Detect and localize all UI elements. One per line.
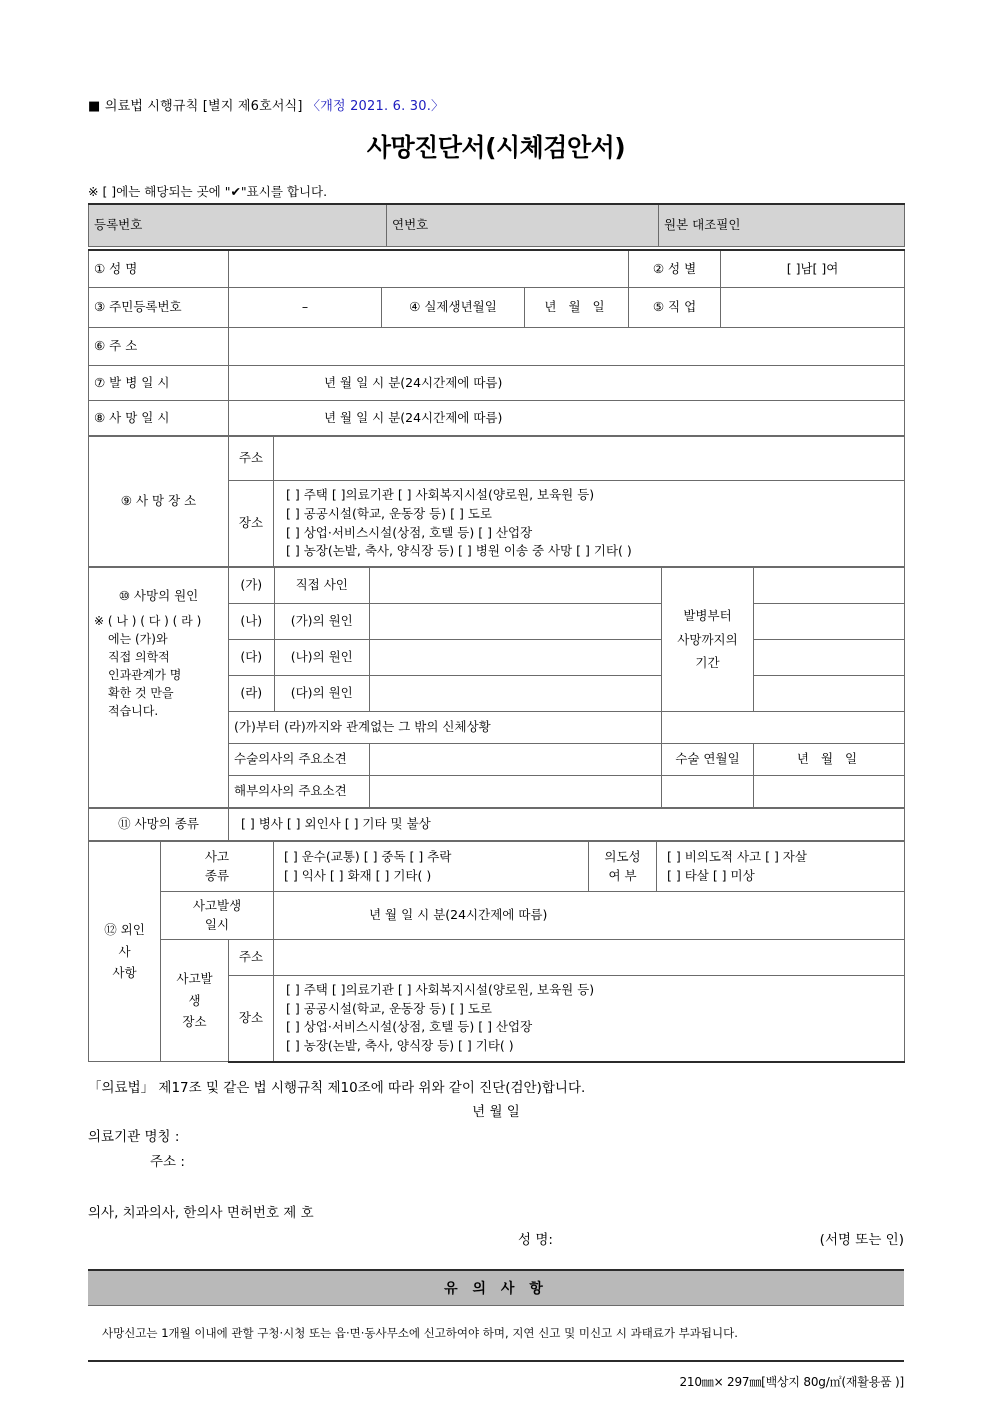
form-reference-line <box>88 0 904 114</box>
signature-line <box>88 1228 904 1253</box>
place-option-row[interactable]: [ ] 농장(논밭, 축사, 양식장 등) [ ] 병원 이송 중 사망 [ ] 기타( ) <box>286 543 632 559</box>
sidenote-line <box>94 630 223 648</box>
table-row <box>89 288 905 328</box>
duration-value-d[interactable] <box>754 676 905 712</box>
sidenote-text: 인과관계가 명 <box>108 667 182 682</box>
autopsy-extra-cell-2[interactable] <box>754 776 905 808</box>
statement-gap <box>88 1175 904 1201</box>
onset-datetime-label: ⑦ 발 병 일 시 <box>89 366 229 401</box>
sidenote-line <box>94 612 223 630</box>
duration-line: 발병부터 <box>683 607 732 623</box>
notice-body: 사망신고는 1개월 이내에 관할 구청·시청 또는 읍·면·동사무소에 신고하여야 하며, 지연 신고 및 미신고 시 과태료가 부과됩니다. <box>88 1306 904 1362</box>
rrn-value-field[interactable]: – <box>229 288 382 328</box>
page-title: 사망진단서(시체검안서) <box>366 133 626 162</box>
certification-statement <box>88 1076 904 1254</box>
checkbox-instruction: ※ [ ]에는 해당되는 곳에 "✔"표시를 합니다. <box>88 184 328 199</box>
accident-type-row[interactable]: [ ] 운수(교통) [ ] 중독 [ ] 추락 <box>284 848 452 864</box>
revision-date: 〈개정 2021. 6. 30.〉 <box>307 99 445 114</box>
address-label: ⑥ 주 소 <box>89 328 229 366</box>
external-cause-label-line: 사 <box>118 943 131 959</box>
cause-of-death-label-block <box>94 587 223 720</box>
registration-number-cell[interactable]: 등록번호 <box>89 204 387 246</box>
place-of-death-options[interactable] <box>274 481 905 567</box>
cause-of-death-sidenote <box>89 568 229 808</box>
cause-tag-c: (다) <box>229 640 274 675</box>
accident-type-row[interactable]: [ ] 익사 [ ] 화재 [ ] 기타( ) <box>284 867 432 883</box>
sidenote-text: 적습니다. <box>108 703 159 718</box>
accident-type-label-line: 사고 <box>204 848 230 864</box>
job-label: ⑤ 직 업 <box>629 288 721 328</box>
accident-place-label-line: 생 <box>188 992 201 1008</box>
cause-row-header-d <box>229 676 370 712</box>
external-cause-table <box>88 841 905 1063</box>
accident-place-label-line: 사고발 <box>176 970 213 986</box>
form-content <box>88 0 904 1390</box>
intent-options[interactable] <box>657 842 905 892</box>
manner-of-death-options[interactable]: [ ] 병사 [ ] 외인사 [ ] 기타 및 불상 <box>229 809 905 841</box>
cause-desc-d: (다)의 원인 <box>290 685 353 701</box>
sidenote-line <box>94 666 223 684</box>
sex-label: ② 성 별 <box>629 250 721 288</box>
place-option-row[interactable]: [ ] 상업·서비스시설(상점, 호텔 등) [ ] 산업장 <box>286 524 533 540</box>
place-of-death-address-field[interactable] <box>274 437 905 481</box>
sidenote-line <box>94 648 223 666</box>
place-of-death-address-label: 주소 <box>229 437 274 481</box>
cause-row-header-a <box>229 568 370 604</box>
cause-tag-b: (나) <box>229 604 274 639</box>
accident-address-field[interactable] <box>274 940 905 976</box>
serial-number-cell[interactable]: 연번호 <box>387 204 659 246</box>
notice-heading: 유 의 사 항 <box>88 1269 904 1306</box>
sex-options[interactable]: [ ]남[ ]여 <box>721 250 905 288</box>
accident-datetime-label <box>161 892 274 940</box>
rrn-label: ③ 주민등록번호 <box>89 288 229 328</box>
accident-type-label-line: 종류 <box>204 867 230 883</box>
cause-value-d[interactable] <box>370 676 662 712</box>
sidenote-text: 에는 (가)와 <box>108 631 168 646</box>
table-row <box>89 204 905 246</box>
autopsy-extra-cell-1[interactable] <box>662 776 754 808</box>
surgeon-opinion-label: 수술의사의 주요소견 <box>229 744 370 776</box>
accident-datetime-value[interactable]: 년 월 일 시 분(24시간제에 따름) <box>274 892 905 940</box>
place-of-death-table <box>88 436 905 567</box>
accident-place-row[interactable]: [ ] 주택 [ ]의료기관 [ ] 사회복지시설(양로원, 보육원 등) <box>286 981 595 997</box>
job-value-field[interactable] <box>721 288 905 328</box>
cause-desc-a: 직접 사인 <box>295 577 348 593</box>
table-row <box>89 940 905 976</box>
table-row <box>89 366 905 401</box>
surgeon-opinion-field[interactable] <box>370 744 662 776</box>
external-cause-label-line: ⑫ 외인 <box>104 921 145 937</box>
cause-value-a[interactable] <box>370 568 662 604</box>
onset-datetime-value[interactable]: 년 월 일 시 분(24시간제에 따름) <box>229 366 905 401</box>
sidenote-line <box>94 684 223 702</box>
intent-label-line: 여 부 <box>608 867 637 883</box>
accident-address-label: 주소 <box>229 940 274 976</box>
duration-value-c[interactable] <box>754 640 905 676</box>
accident-place-row[interactable]: [ ] 상업·서비스시설(상점, 호텔 등) [ ] 산업장 <box>286 1019 533 1035</box>
address-value-field[interactable] <box>229 328 905 366</box>
accident-place-options[interactable] <box>274 976 905 1062</box>
intent-option-row[interactable]: [ ] 비의도적 사고 [ ] 자살 <box>667 848 807 864</box>
accident-place-label-line: 장소 <box>182 1014 207 1030</box>
place-option-row[interactable]: [ ] 공공시설(학교, 운동장 등) [ ] 도로 <box>286 505 492 521</box>
place-of-death-place-label: 장소 <box>229 481 274 567</box>
cause-desc-c: (나)의 원인 <box>290 649 353 665</box>
original-seal-cell[interactable]: 원본 대조필인 <box>659 204 905 246</box>
table-row <box>89 892 905 940</box>
duration-line: 기간 <box>695 655 720 671</box>
cause-of-death-table <box>88 567 905 808</box>
death-datetime-label: ⑧ 사 망 일 시 <box>89 401 229 436</box>
accident-place-sublabel: 장소 <box>229 976 274 1062</box>
manner-of-death-label: ⑪ 사망의 종류 <box>89 809 229 841</box>
cause-row-header-c <box>229 640 370 676</box>
table-row <box>89 842 905 892</box>
surgery-date-label: 수술 연월일 <box>662 744 754 776</box>
legal-basis-text: 「의료법」 제17조 및 같은 법 시행규칙 제10조에 따라 위와 같이 진단(검안)합니다. <box>88 1079 586 1096</box>
table-row <box>89 401 905 436</box>
autopsy-opinion-field[interactable] <box>370 776 662 808</box>
cause-tag-d: (라) <box>229 676 274 711</box>
institution-name-line[interactable]: 의료기관 명칭 : <box>88 1129 180 1146</box>
cause-value-b[interactable] <box>370 604 662 640</box>
registration-header-table <box>88 203 905 247</box>
identity-table <box>88 249 905 437</box>
cause-tag-a: (가) <box>229 568 274 603</box>
table-row <box>89 568 905 604</box>
cause-of-death-label: ⑩ 사망의 원인 <box>118 588 199 603</box>
other-condition-label: (가)부터 (라)까지와 관계없는 그 밖의 신체상황 <box>229 712 662 744</box>
external-cause-label <box>89 842 161 1062</box>
intent-label-line: 의도성 <box>604 848 641 864</box>
duration-line: 사망까지의 <box>677 631 738 647</box>
sidenote-text: 확한 것 만을 <box>108 685 174 700</box>
table-row <box>89 437 905 481</box>
table-row <box>89 809 905 841</box>
birth-date-value[interactable]: 년 월 일 <box>525 288 629 328</box>
surgery-date-value[interactable]: 년 월 일 <box>754 744 905 776</box>
certification-date-line[interactable]: 년 월 일 <box>472 1104 520 1121</box>
sidenote-text: 직접 의학적 <box>108 649 170 664</box>
cause-value-c[interactable] <box>370 640 662 676</box>
license-number-line[interactable]: 의사, 치과의사, 한의사 면허번호 제 호 <box>88 1205 314 1222</box>
accident-place-row[interactable]: [ ] 공공시설(학교, 운동장 등) [ ] 도로 <box>286 1000 492 1016</box>
institution-address-line[interactable]: 주소 : <box>150 1154 185 1171</box>
manner-of-death-table <box>88 808 905 841</box>
duration-label <box>662 568 754 712</box>
autopsy-opinion-label: 해부의사의 주요소견 <box>229 776 370 808</box>
accident-type-options[interactable] <box>274 842 589 892</box>
accident-type-label <box>161 842 274 892</box>
paper-spec: 210㎜× 297㎜[백상지 80g/㎡(재활용품 )] <box>679 1375 904 1390</box>
external-cause-label-line: 사항 <box>112 965 137 981</box>
table-row <box>89 328 905 366</box>
cause-row-header-b <box>229 604 370 640</box>
duration-value-b[interactable] <box>754 604 905 640</box>
cause-desc-b: (가)의 원인 <box>290 613 353 629</box>
place-option-row[interactable]: [ ] 주택 [ ]의료기관 [ ] 사회복지시설(양로원, 보육원 등) <box>286 487 595 502</box>
signature-note: (서명 또는 인) <box>819 1232 904 1249</box>
name-label: ① 성 명 <box>89 250 229 288</box>
form-reference: ■ 의료법 시행규칙 [별지 제6호서식] <box>88 99 303 114</box>
name-value-field[interactable] <box>229 250 629 288</box>
accident-place-row[interactable]: [ ] 농장(논밭, 축사, 양식장 등) [ ] 기타( ) <box>286 1038 514 1053</box>
sidenote-text: ※ ( 나 ) ( 다 ) ( 라 ) <box>94 613 202 628</box>
signer-name-label[interactable]: 성 명: <box>518 1232 553 1249</box>
place-of-death-label: ⑨ 사 망 장 소 <box>89 437 229 567</box>
duration-value-a[interactable] <box>754 568 905 604</box>
death-datetime-value[interactable]: 년 월 일 시 분(24시간제에 따름) <box>229 401 905 436</box>
accident-datetime-label-line: 사고발생 <box>192 897 242 913</box>
accident-place-label <box>161 940 229 1062</box>
other-condition-field[interactable] <box>662 712 905 744</box>
birth-date-label: ④ 실제생년월일 <box>382 288 525 328</box>
table-row <box>89 250 905 288</box>
intent-option-row[interactable]: [ ] 타살 [ ] 미상 <box>667 867 755 883</box>
intent-label <box>589 842 657 892</box>
accident-datetime-label-line: 일시 <box>204 916 230 932</box>
sidenote-line <box>94 702 223 720</box>
